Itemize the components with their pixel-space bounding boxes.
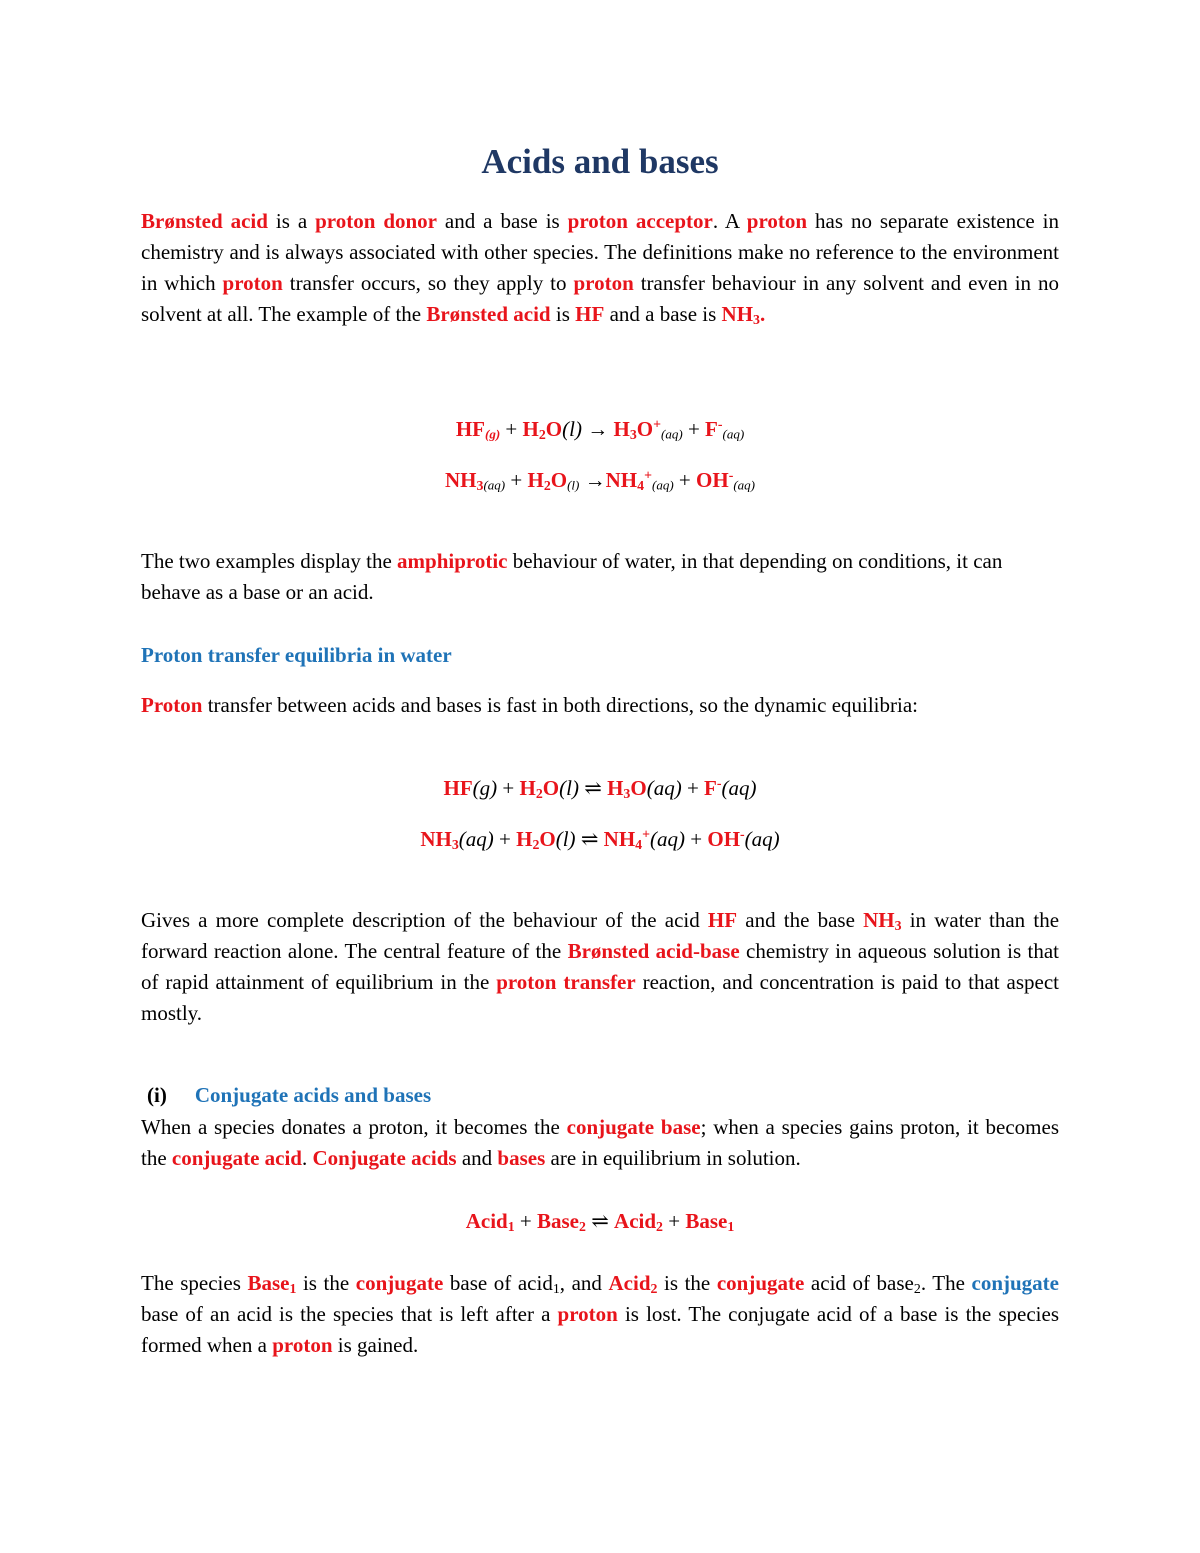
section-heading-conjugate: (i) Conjugate acids and bases [147, 1083, 432, 1107]
paragraph-conjugate-definition: When a species donates a proton, it becomes the conjugate base; when a species gains proton, it becomes the conjugate acid. Conjugate acids and bases are in equilibrium in solution. [141, 1115, 1059, 1170]
paragraph-bronsted-definition: Brønsted acid is a proton donor and a base is proton acceptor. A proton has no separate existence in chemistry and is always associated with other species. The definitions make no reference to the environment in which proton transfer occurs, so they apply to proton transfer behaviour in any solvent and even in no solvent at all. The example of the Brønsted acid is HF and a base is $NH_3$. [141, 209, 1059, 328]
page-title: Acids and bases [481, 142, 719, 181]
section-heading-proton-transfer: Proton transfer equilibria in water [141, 643, 452, 667]
paragraph-conjugate-species: The species Base$_1$ is the conjugate base of acid$_1$, and Acid$_2$ is the conjugate acid of base$_2$. The conjugate base of an acid is the species that is left after a proton is lost. The conjugate acid of a base is the species formed when a proton is gained. [141, 1271, 1060, 1357]
equation-nh3-equilibrium: $NH_3(aq) + H_2O(l)$ ⇌ $NH_4^+(aq) + OH^-(aq)$ [420, 826, 780, 853]
equation-hf-water: $HF(g) + H_2O(l) \to H_3O^+(aq) + F^-(aq)$ [455, 416, 745, 443]
equation-hf-equilibrium: $HF(g) + H_2O(l)$ ⇌ $H_3O(aq) + F^-(aq)$ [443, 775, 757, 802]
paragraph-amphiprotic: The two examples display the amphiprotic behaviour of water, in that depending on conditions, it can behave as a base or an acid. [141, 549, 1003, 604]
paragraph-equilibrium-description: Gives a more complete description of the behaviour of the acid HF and the base $NH_3$ in water than the forward reaction alone. The central feature of the Brønsted acid-base chemistry in aqueous solution is that of rapid attainment of equilibrium in the proton transfer reaction, and concentration is paid to that aspect mostly. [141, 908, 1060, 1025]
paragraph-proton-transfer: Proton transfer between acids and bases is fast in both directions, so the dynamic equilibria: [141, 693, 919, 717]
equation-conjugate-pairs: Acid$_1$ + Base$_2$ ⇌ Acid$_2$ + Base$_1$ [465, 1209, 735, 1235]
equation-nh3-water: $NH_3(aq) + H_2O(l) \to NH_4^+(aq) + OH^-(aq)$ [445, 467, 755, 494]
